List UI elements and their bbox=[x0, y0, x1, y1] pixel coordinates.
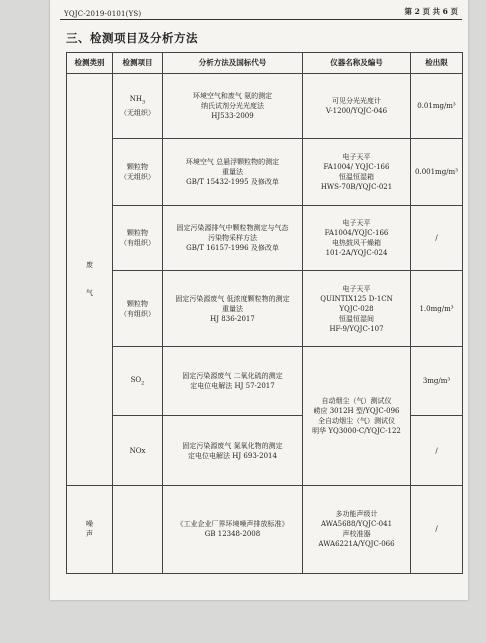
instrument-line: 电热鼓风干燥箱 bbox=[332, 239, 381, 248]
instrument-line: FA1004/YQJC-166 bbox=[324, 229, 389, 238]
header-method: 分析方法及国标代号 bbox=[163, 53, 303, 74]
item-name: SO bbox=[130, 375, 142, 384]
method-line: 固定污染源废气 二氧化硫的测定 bbox=[182, 372, 283, 381]
limit-cell: 1.0mg/m³ bbox=[411, 271, 463, 347]
table-row bbox=[67, 271, 463, 347]
item-note: （有组织） bbox=[120, 309, 155, 318]
method-line: 污染物采样方法 bbox=[208, 234, 257, 243]
method-cell bbox=[163, 416, 303, 485]
category-char-2: 声 bbox=[86, 530, 93, 539]
item-note: （无组织） bbox=[120, 108, 155, 117]
item-cell bbox=[113, 206, 163, 271]
method-line: HJ 836-2017 bbox=[210, 314, 255, 323]
category-char-1: 噪 bbox=[86, 520, 93, 529]
method-cell bbox=[163, 74, 303, 139]
method-cell bbox=[163, 485, 303, 573]
instrument-line: 101-2A/YQJC-024 bbox=[325, 249, 388, 258]
method-cell bbox=[163, 271, 303, 347]
method-line: GB 12348-2008 bbox=[204, 530, 261, 539]
limit-cell: / bbox=[411, 485, 463, 573]
method-line: 环境空气和废气 氨的测定 bbox=[192, 92, 273, 101]
method-line: GB/T 15432-1995 及修改单 bbox=[186, 178, 279, 187]
limit-cell: 3mg/m³ bbox=[411, 347, 463, 416]
item-subscript: 2 bbox=[141, 379, 145, 386]
instrument-line: 崂应 3012H 型/YQJC-096 bbox=[313, 406, 400, 415]
instrument-cell bbox=[303, 271, 411, 347]
instrument-line: V-1200/YQJC-046 bbox=[325, 107, 388, 116]
table-row bbox=[67, 347, 463, 416]
item-cell bbox=[113, 416, 163, 485]
item-cell bbox=[113, 74, 163, 139]
page-number: 第 2 页 共 6 页 bbox=[404, 7, 458, 16]
item-note: （有组织） bbox=[120, 239, 155, 248]
header-divider bbox=[60, 19, 462, 20]
instrument-line: 可见分光光度计 bbox=[332, 97, 381, 106]
limit-cell: 0.01mg/m³ bbox=[411, 74, 463, 139]
instrument-line: 电子天平 bbox=[342, 284, 371, 293]
item-cell-empty bbox=[113, 485, 163, 573]
method-cell bbox=[163, 139, 303, 206]
document-page bbox=[50, 0, 468, 600]
instrument-line: QUINTIX125 D-1CN bbox=[320, 294, 393, 303]
method-line: 固定污染源排气中颗粒物测定与气态 bbox=[176, 224, 289, 233]
item-name: NH bbox=[129, 95, 143, 104]
instrument-line: 恒温恒湿箱 bbox=[339, 173, 374, 182]
table-row-noise bbox=[67, 485, 463, 573]
item-note: （无组织） bbox=[120, 173, 155, 182]
method-line: HJ533-2009 bbox=[211, 112, 254, 121]
instrument-line: 明华 YQ3000-C/YQJC-122 bbox=[312, 426, 401, 435]
method-cell bbox=[163, 347, 303, 416]
instrument-line: 全自动烟尘（气）测试仪 bbox=[318, 416, 395, 425]
instrument-line: 自动烟尘（气）测试仪 bbox=[321, 396, 392, 405]
instrument-line: FA1004/ YQJC-166 bbox=[323, 163, 390, 172]
item-name: 颗粒物 bbox=[127, 299, 148, 308]
header-instrument: 仪器名称及编号 bbox=[303, 53, 411, 74]
table-row bbox=[67, 206, 463, 271]
instrument-line: HWS-70B/YQJC-021 bbox=[320, 183, 393, 192]
instrument-line: 电子天平 bbox=[342, 219, 371, 228]
method-line: 固定污染源废气 氮氧化物的测定 bbox=[182, 441, 283, 450]
table-header-row bbox=[67, 53, 463, 74]
item-name: NOx bbox=[129, 446, 146, 455]
instrument-cell bbox=[303, 139, 411, 206]
header-category: 检测类别 bbox=[67, 53, 113, 74]
instrument-cell bbox=[303, 485, 411, 573]
instrument-cell bbox=[303, 74, 411, 139]
header-limit: 检出限 bbox=[411, 53, 463, 74]
method-line: 定电位电解法 HJ 57-2017 bbox=[190, 382, 275, 391]
header-item: 检测项目 bbox=[113, 53, 163, 74]
section-title: 三、检测项目及分析方法 bbox=[66, 31, 198, 45]
method-line: 《工业企业厂界环境噪声排放标准》 bbox=[176, 520, 289, 529]
table-row bbox=[67, 74, 463, 139]
method-cell bbox=[163, 206, 303, 271]
instrument-line: AWA6221A/YQJC-066 bbox=[318, 540, 395, 549]
method-line: 定电位电解法 HJ 693-2014 bbox=[188, 451, 277, 460]
instrument-line: YQJC-028 bbox=[339, 304, 374, 313]
limit-cell: / bbox=[411, 416, 463, 485]
item-name: 颗粒物 bbox=[127, 163, 148, 172]
instrument-line: AWA5688/YQJC-041 bbox=[320, 520, 393, 529]
document-code: YQJC-2019-0101(YS) bbox=[64, 10, 142, 18]
item-name: 颗粒物 bbox=[127, 229, 148, 238]
method-line: GB/T 16157-1996 及修改单 bbox=[186, 244, 279, 253]
detection-methods-table bbox=[66, 52, 463, 574]
limit-cell: / bbox=[411, 206, 463, 271]
item-cell bbox=[113, 271, 163, 347]
method-line: 固定污染源废气 低浓度颗粒物的测定 bbox=[175, 294, 290, 303]
method-line: 重量法 bbox=[222, 168, 243, 177]
instrument-cell bbox=[303, 206, 411, 271]
method-line: 环境空气 总悬浮颗粒物的测定 bbox=[185, 158, 280, 167]
instrument-cell-shared bbox=[303, 347, 411, 486]
method-line: 重量法 bbox=[222, 304, 243, 313]
method-line: 纳氏试剂分光光度法 bbox=[201, 102, 264, 111]
category-char-1: 废 bbox=[86, 261, 93, 270]
category-cell-noise bbox=[67, 485, 113, 573]
instrument-line: 电子天平 bbox=[342, 153, 371, 162]
category-char-2: 气 bbox=[86, 289, 93, 298]
item-cell bbox=[113, 347, 163, 416]
instrument-line: 声校准器 bbox=[342, 530, 371, 539]
instrument-line: HF-9/YQJC-107 bbox=[329, 324, 384, 333]
table-row bbox=[67, 139, 463, 206]
instrument-line: 恒温恒湿间 bbox=[339, 314, 374, 323]
limit-cell: 0.001mg/m³ bbox=[411, 139, 463, 206]
item-cell bbox=[113, 139, 163, 206]
category-cell-waste-gas bbox=[67, 74, 113, 486]
instrument-line: 多功能声级计 bbox=[335, 510, 378, 519]
item-subscript: 3 bbox=[142, 99, 146, 106]
